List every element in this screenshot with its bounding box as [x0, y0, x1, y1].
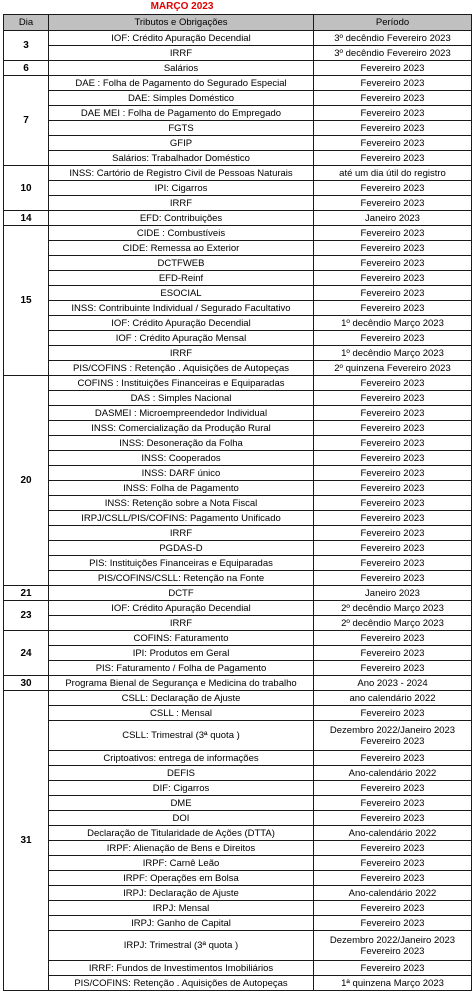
tributo-cell: IRRF: [49, 196, 314, 211]
table-row: [4, 961, 472, 976]
periodo-cell: Fevereiro 2023: [314, 856, 472, 871]
periodo-cell: Fevereiro 2023: [314, 181, 472, 196]
periodo-cell: Fevereiro 2023: [314, 421, 472, 436]
table-row: [4, 616, 472, 631]
periodo-cell: Fevereiro 2023: [314, 841, 472, 856]
table-row: [4, 886, 472, 901]
table-row: [4, 646, 472, 661]
periodo-cell: 3º decêndio Fevereiro 2023: [314, 31, 472, 46]
periodo-cell: Fevereiro 2023: [314, 241, 472, 256]
tributo-cell: CSLL : Mensal: [49, 706, 314, 721]
periodo-cell: Fevereiro 2023: [314, 226, 472, 241]
tributo-cell: IRPF: Carnê Leão: [49, 856, 314, 871]
periodo-cell: Ano 2023 - 2024: [314, 676, 472, 691]
periodo-cell: Fevereiro 2023: [314, 661, 472, 676]
tributo-cell: GFIP: [49, 136, 314, 151]
tributo-cell: IOF: Crédito Apuração Decendial: [49, 31, 314, 46]
tributo-cell: Programa Bienal de Segurança e Medicina do trabalho: [49, 676, 314, 691]
table-row: [4, 106, 472, 121]
tributo-cell: DCTFWEB: [49, 256, 314, 271]
tributo-cell: INSS: Contribuinte Individual / Segurado Facultativo: [49, 301, 314, 316]
periodo-cell: Fevereiro 2023: [314, 511, 472, 526]
periodo-cell: Fevereiro 2023: [314, 61, 472, 76]
tributo-cell: COFINS : Instituições Financeiras e Equiparadas: [49, 376, 314, 391]
periodo-cell: Fevereiro 2023: [314, 406, 472, 421]
tributo-cell: IPI: Produtos em Geral: [49, 646, 314, 661]
tributo-cell: IRRF: [49, 346, 314, 361]
tributo-cell: IRPF: Alienação de Bens e Direitos: [49, 841, 314, 856]
tributo-cell: IRPF: Operações em Bolsa: [49, 871, 314, 886]
tributo-cell: DEFIS: [49, 766, 314, 781]
table-row: [4, 856, 472, 871]
tributo-cell: IPI: Cigarros: [49, 181, 314, 196]
periodo-cell: Fevereiro 2023: [314, 106, 472, 121]
table-header-row: [4, 15, 472, 31]
day-cell: 10: [4, 166, 49, 211]
table-row: [4, 841, 472, 856]
tributo-cell: DASMEI : Microempreendedor Individual: [49, 406, 314, 421]
day-cell: 23: [4, 601, 49, 631]
periodo-cell: 2º decêndio Março 2023: [314, 601, 472, 616]
periodo-cell: Fevereiro 2023: [314, 901, 472, 916]
tributo-cell: DIF: Cigarros: [49, 781, 314, 796]
table-row: [4, 391, 472, 406]
table-row: [4, 121, 472, 136]
tributo-cell: CIDE: Remessa ao Exterior: [49, 241, 314, 256]
table-row: [4, 181, 472, 196]
periodo-cell: 3º decêndio Fevereiro 2023: [314, 46, 472, 61]
periodo-cell: Fevereiro 2023: [314, 706, 472, 721]
tributo-cell: EFD-Reinf: [49, 271, 314, 286]
tributo-cell: PIS: Faturamento / Folha de Pagamento: [49, 661, 314, 676]
tributo-cell: IOF: Crédito Apuração Decendial: [49, 601, 314, 616]
periodo-cell: Fevereiro 2023: [314, 751, 472, 766]
tributo-cell: INSS: Cooperados: [49, 451, 314, 466]
table-row: [4, 751, 472, 766]
periodo-cell: Ano-calendário 2022: [314, 886, 472, 901]
table-row: [4, 256, 472, 271]
tributo-cell: DCTF: [49, 586, 314, 601]
tributo-cell: INSS: Folha de Pagamento: [49, 481, 314, 496]
tributo-cell: FGTS: [49, 121, 314, 136]
table-row: [4, 241, 472, 256]
periodo-cell: Janeiro 2023: [314, 211, 472, 226]
periodo-cell: Fevereiro 2023: [314, 526, 472, 541]
periodo-cell: Fevereiro 2023: [314, 391, 472, 406]
periodo-cell: Fevereiro 2023: [314, 331, 472, 346]
table-row: [4, 691, 472, 706]
tributo-cell: IRPJ: Mensal: [49, 901, 314, 916]
periodo-cell: Fevereiro 2023: [314, 796, 472, 811]
tributo-cell: Declaração de Titularidade de Ações (DTTA): [49, 826, 314, 841]
tributo-cell: INSS: Desoneração da Folha: [49, 436, 314, 451]
tributo-cell: IRRF: [49, 526, 314, 541]
table-row: [4, 586, 472, 601]
tributo-cell: IOF : Crédito Apuração Mensal: [49, 331, 314, 346]
periodo-cell: 2º decêndio Março 2023: [314, 616, 472, 631]
periodo-cell: Ano-calendário 2022: [314, 826, 472, 841]
periodo-cell: 1ª quinzena Março 2023: [314, 976, 472, 991]
table-row: [4, 271, 472, 286]
periodo-cell: Ano-calendário 2022: [314, 766, 472, 781]
day-cell: 15: [4, 226, 49, 376]
periodo-cell: Fevereiro 2023: [314, 286, 472, 301]
day-cell: 21: [4, 586, 49, 601]
table-row: [4, 796, 472, 811]
table-row: [4, 316, 472, 331]
tributo-cell: IRRF: [49, 46, 314, 61]
table-row: [4, 526, 472, 541]
day-cell: 20: [4, 376, 49, 586]
table-body: [4, 31, 472, 991]
table-row: [4, 406, 472, 421]
tributo-cell: IRPJ: Trimestral (3ª quota ): [49, 931, 314, 961]
tributo-cell: Criptoativos: entrega de informações: [49, 751, 314, 766]
tributo-cell: DAE: Simples Doméstico: [49, 91, 314, 106]
header-periodo: Período: [314, 15, 472, 31]
periodo-cell: Dezembro 2022/Janeiro 2023 Fevereiro 2023: [314, 931, 472, 961]
periodo-cell: Fevereiro 2023: [314, 271, 472, 286]
periodo-cell: Fevereiro 2023: [314, 811, 472, 826]
day-cell: 24: [4, 631, 49, 676]
table-row: [4, 31, 472, 46]
table-row: [4, 331, 472, 346]
tax-calendar-table: [3, 14, 472, 991]
periodo-cell: Fevereiro 2023: [314, 496, 472, 511]
day-cell: 30: [4, 676, 49, 691]
table-row: [4, 466, 472, 481]
table-row: [4, 706, 472, 721]
table-row: [4, 766, 472, 781]
tributo-cell: COFINS: Faturamento: [49, 631, 314, 646]
table-row: [4, 91, 472, 106]
tributo-cell: INSS: DARF único: [49, 466, 314, 481]
table-row: [4, 481, 472, 496]
table-row: [4, 46, 472, 61]
periodo-cell: 2º quinzena Fevereiro 2023: [314, 361, 472, 376]
table-row: [4, 151, 472, 166]
table-row: [4, 871, 472, 886]
periodo-cell: Fevereiro 2023: [314, 451, 472, 466]
periodo-cell: Fevereiro 2023: [314, 196, 472, 211]
periodo-cell: Fevereiro 2023: [314, 631, 472, 646]
tributo-cell: CSLL: Declaração de Ajuste: [49, 691, 314, 706]
tributo-cell: CIDE : Combustíveis: [49, 226, 314, 241]
periodo-cell: Fevereiro 2023: [314, 301, 472, 316]
tributo-cell: DME: [49, 796, 314, 811]
periodo-cell: 1º decêndio Março 2023: [314, 346, 472, 361]
tributo-cell: DAE : Folha de Pagamento do Segurado Especial: [49, 76, 314, 91]
periodo-cell: até um dia útil do registro: [314, 166, 472, 181]
tributo-cell: IRPJ/CSLL/PIS/COFINS: Pagamento Unificado: [49, 511, 314, 526]
tributo-cell: INSS: Retenção sobre a Nota Fiscal: [49, 496, 314, 511]
day-cell: 3: [4, 31, 49, 61]
table-row: [4, 571, 472, 586]
tributo-cell: CSLL: Trimestral (3ª quota ): [49, 721, 314, 751]
table-row: [4, 166, 472, 181]
periodo-cell: Fevereiro 2023: [314, 541, 472, 556]
day-cell: 14: [4, 211, 49, 226]
table-row: [4, 76, 472, 91]
tributo-cell: PIS/COFINS : Retenção . Aquisições de Autopeças: [49, 361, 314, 376]
periodo-cell: Fevereiro 2023: [314, 781, 472, 796]
periodo-cell: Fevereiro 2023: [314, 256, 472, 271]
tributo-cell: INSS: Cartório de Registro Civil de Pessoas Naturais: [49, 166, 314, 181]
tributo-cell: DAS : Simples Nacional: [49, 391, 314, 406]
day-cell: 31: [4, 691, 49, 991]
periodo-cell: Fevereiro 2023: [314, 76, 472, 91]
table-row: [4, 676, 472, 691]
table-row: [4, 721, 472, 751]
tributo-cell: DOI: [49, 811, 314, 826]
tributo-cell: IRPJ: Ganho de Capital: [49, 916, 314, 931]
table-row: [4, 931, 472, 961]
table-row: [4, 346, 472, 361]
table-row: [4, 436, 472, 451]
periodo-cell: Fevereiro 2023: [314, 121, 472, 136]
tributo-cell: ESOCIAL: [49, 286, 314, 301]
tributo-cell: EFD: Contribuições: [49, 211, 314, 226]
table-row: [4, 496, 472, 511]
table-row: [4, 781, 472, 796]
periodo-cell: Fevereiro 2023: [314, 151, 472, 166]
periodo-cell: Fevereiro 2023: [314, 136, 472, 151]
tributo-cell: INSS: Comercialização da Produção Rural: [49, 421, 314, 436]
table-row: [4, 421, 472, 436]
table-row: [4, 631, 472, 646]
table-row: [4, 286, 472, 301]
periodo-cell: Fevereiro 2023: [314, 91, 472, 106]
day-cell: 7: [4, 76, 49, 166]
periodo-cell: Fevereiro 2023: [314, 571, 472, 586]
tributo-cell: Salários: Trabalhador Doméstico: [49, 151, 314, 166]
tributo-cell: PIS/COFINS: Retenção . Aquisições de Autopeças: [49, 976, 314, 991]
periodo-cell: Fevereiro 2023: [314, 961, 472, 976]
tributo-cell: PGDAS-D: [49, 541, 314, 556]
periodo-cell: Fevereiro 2023: [314, 871, 472, 886]
table-row: [4, 826, 472, 841]
table-row: [4, 511, 472, 526]
table-row: [4, 301, 472, 316]
table-row: [4, 376, 472, 391]
table-row: [4, 916, 472, 931]
table-row: [4, 541, 472, 556]
periodo-cell: Fevereiro 2023: [314, 376, 472, 391]
table-row: [4, 556, 472, 571]
periodo-cell: Fevereiro 2023: [314, 466, 472, 481]
tributo-cell: IOF: Crédito Apuração Decendial: [49, 316, 314, 331]
periodo-cell: ano calendário 2022: [314, 691, 472, 706]
tributo-cell: IRRF: Fundos de Investimentos Imobiliários: [49, 961, 314, 976]
table-row: [4, 451, 472, 466]
table-row: [4, 61, 472, 76]
page-title: MARÇO 2023: [150, 1, 214, 12]
tributo-cell: IRPJ: Declaração de Ajuste: [49, 886, 314, 901]
periodo-cell: Fevereiro 2023: [314, 481, 472, 496]
header-day: Dia: [4, 15, 49, 31]
tributo-cell: Salários: [49, 61, 314, 76]
tributo-cell: PIS: Instituições Financeiras e Equiparadas: [49, 556, 314, 571]
tributo-cell: DAE MEI : Folha de Pagamento do Empregado: [49, 106, 314, 121]
periodo-cell: Fevereiro 2023: [314, 556, 472, 571]
periodo-cell: Dezembro 2022/Janeiro 2023 Fevereiro 2023: [314, 721, 472, 751]
day-cell: 6: [4, 61, 49, 76]
tributo-cell: PIS/COFINS/CSLL: Retenção na Fonte: [49, 571, 314, 586]
header-tributos: Tributos e Obrigações: [49, 15, 314, 31]
table-row: [4, 136, 472, 151]
table-row: [4, 811, 472, 826]
periodo-cell: Janeiro 2023: [314, 586, 472, 601]
table-row: [4, 901, 472, 916]
periodo-cell: Fevereiro 2023: [314, 646, 472, 661]
table-row: [4, 196, 472, 211]
periodo-cell: 1º decêndio Março 2023: [314, 316, 472, 331]
table-row: [4, 601, 472, 616]
periodo-cell: Fevereiro 2023: [314, 436, 472, 451]
table-row: [4, 211, 472, 226]
table-row: [4, 361, 472, 376]
periodo-cell: Fevereiro 2023: [314, 916, 472, 931]
table-row: [4, 976, 472, 991]
tributo-cell: IRRF: [49, 616, 314, 631]
table-row: [4, 226, 472, 241]
table-row: [4, 661, 472, 676]
